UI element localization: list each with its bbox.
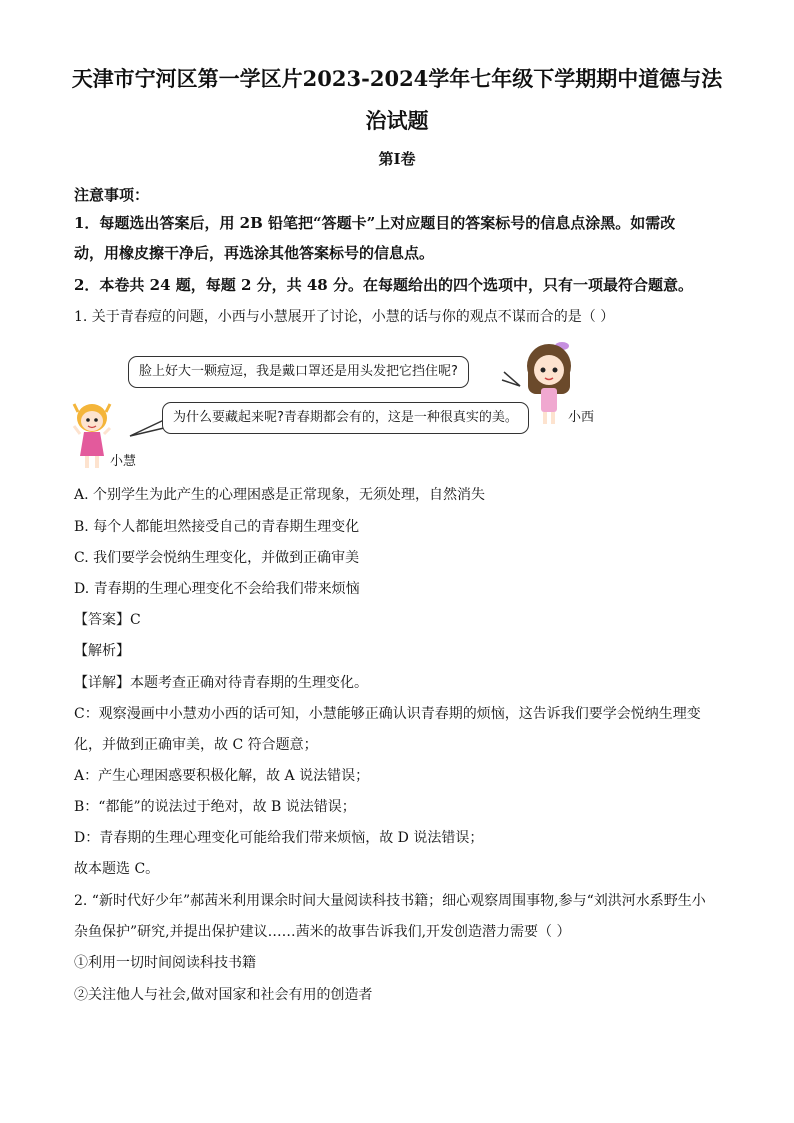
q1-answer [74,609,734,629]
girl-xiaohui-illustration [72,402,112,472]
speech-bubble-xiaohui: 为什么要藏起来呢?青春期都会有的，这是一种很真实的美。 [162,402,529,434]
exam-title-line1: 天津市宁河区第一学区片2023-2024学年七年级下学期期中道德与法 [71,66,723,91]
q1-analysis-tag: 【解析】 [74,643,130,659]
notice-item2: 2．本卷共 24 题，每题 2 分，共 48 分。在每题给出的四个选项中，只有一项最符合题意。 [74,276,693,294]
q1-option-a: A. 个别学生为此产生的心理困惑是正常现象，无须处理，自然消失 [74,487,486,503]
q1-explain-d: D：青春期的生理心理变化可能给我们带来烦恼，故 D 说法错误； [74,830,484,846]
answer-value: C [130,612,141,628]
q1-explain-c-line2: 化，并做到正确审美，故 C 符合题意； [74,737,318,753]
q1-conclusion: 故本题选 C。 [74,861,160,877]
q1-stem: 1. 关于青春痘的问题，小西与小慧展开了讨论，小慧的话与你的观点不谋而合的是（ ） [74,309,615,325]
answer-tag: 【答案】 [74,612,130,628]
detail-tag: 【详解】 [74,675,130,691]
q1-option-c: C. 我们要学会悦纳生理变化，并做到正确审美 [74,550,360,566]
label-xixi: 小西 [568,410,595,425]
q1-option-d: D. 青春期的生理心理变化不会给我们带来烦恼 [74,581,360,597]
girl-xixi-illustration [524,336,574,428]
notice-item1-line2: 动，用橡皮擦干净后，再选涂其他答案标号的信息点。 [74,244,435,262]
speech-bubble-xixi: 脸上好大一颗痘逗，我是戴口罩还是用头发把它挡住呢? [128,356,469,388]
q1-option-b: B. 每个人都能坦然接受自己的青春期生理变化 [74,519,360,535]
exam-title-line2: 治试题 [365,108,429,133]
q2-item1: ①利用一切时间阅读科技书籍 [74,955,256,971]
detail-text: 本题考查正确对待青春期的生理变化。 [130,675,368,691]
notice-heading: 注意事项： [74,186,150,204]
q1-explain-b: B：“都能”的说法过于绝对，故 B 说法错误； [74,799,356,815]
q2-item2: ②关注他人与社会,做对国家和社会有用的创造者 [74,987,373,1003]
q1-detail [74,672,734,692]
q2-stem-line1: 2. “新时代好少年”郝茜米利用课余时间大量阅读科技书籍；细心观察周围事物,参与“刘洪河水系野生小 [74,893,706,909]
q1-explain-a: A：产生心理困惑要积极化解，故 A 说法错误； [74,768,370,784]
notice-item1-line1: 1．每题选出答案后，用 2B 铅笔把“答题卡”上对应题目的答案标号的信息点涂黑。如需改 [74,214,676,232]
volume-label: 第Ⅰ卷 [378,150,416,168]
q2-stem-line2: 杂鱼保护”研究,并提出保护建议……茜米的故事告诉我们,开发创造潜力需要（ ） [74,924,571,940]
q1-explain-c-line1: C：观察漫画中小慧劝小西的话可知，小慧能够正确认识青春期的烦恼，这告诉我们要学会悦纳生理变 [74,706,701,722]
label-xiaohui: 小慧 [110,454,137,469]
